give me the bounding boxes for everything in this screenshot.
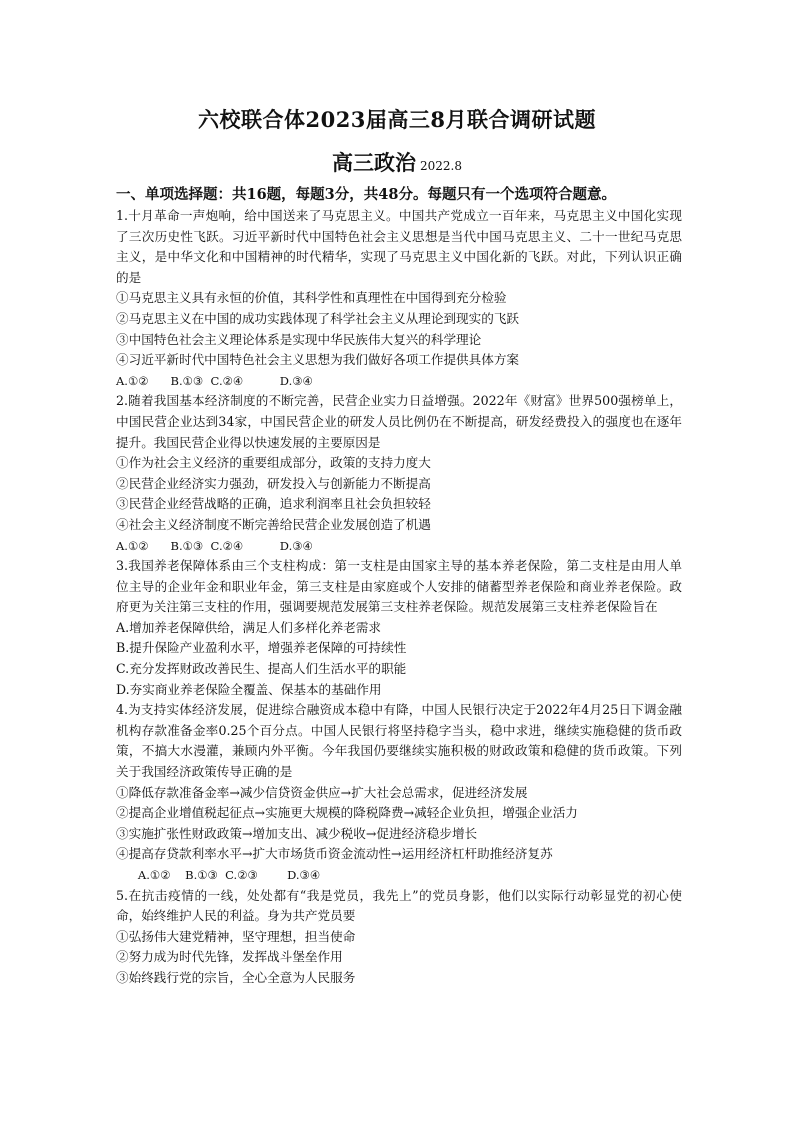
exam-date: 2022.8 (420, 159, 462, 173)
answer-choices: A.①② B.①③ C.②④ D.③④ (116, 538, 313, 553)
answer-choices: A.①② B.①③ C.②④ D.③④ (116, 373, 313, 388)
questions-body (116, 206, 682, 989)
question-option: C.充分发挥财政改善民生、提高人们生活水平的职能 (116, 661, 407, 677)
subject-label: 高三政治 (332, 150, 416, 175)
exam-title: 六校联合体2023届高三8月联合调研试题 (197, 107, 597, 132)
question-option: ②民营企业经济实力强劲，研发投入与创新能力不断提高 (116, 475, 431, 491)
question-option: ④习近平新时代中国特色社会主义思想为我们做好各项工作提供具体方案 (116, 352, 519, 368)
question-option: D.夯实商业养老保险全覆盖、保基本的基础作用 (116, 681, 382, 697)
question-stem: 3.我国养老保障体系由三个支柱构成：第一支柱是由国家主导的基本养老保险，第二支柱是由用人单位主导的企业年金和职业年金，第三支柱是由家庭或个人安排的储蓄型养老保险和商业养老保险。政府更为关注第三支柱的作用，强调要规范发展第三支柱养老保险。规范发展第三支柱养老保险旨在 (116, 558, 682, 615)
question-stem: 4.为支持实体经济发展，促进综合融资成本稳中有降，中国人民银行决定于2022年4月25日下调金融机构存款准备金率0.25个百分点。中国人民银行将坚持稳字当头，稳中求进，继续实施稳健的货币政策，不搞大水漫灌，兼顾内外平衡。今年我国仍要继续实施积极的财政政策和稳健的货币政策。下列关于我国经济政策传导正确的是 (116, 702, 682, 780)
exam-subtitle (0, 147, 794, 177)
answer-choices: A.①② B.①③ C.②③ D.③④ (116, 868, 321, 882)
section-heading: 一、单项选择题：共16题，每题3分，共48分。每题只有一个选项符合题意。 (116, 186, 616, 203)
question-option: ①马克思主义具有永恒的价值，其科学性和真理性在中国得到充分检验 (116, 290, 507, 306)
question-option: B.提升保险产业盈利水平，增强养老保障的可持续性 (116, 640, 407, 656)
question-option: ③实施扩张性财政政策→增加支出、减少税收→促进经济稳步增长 (116, 825, 478, 841)
question-option: ②马克思主义在中国的成功实践体现了科学社会主义从理论到现实的飞跃 (116, 310, 519, 326)
question-stem: 1.十月革命一声炮响，给中国送来了马克思主义。中国共产党成立一百年来，马克思主义中国化实现了三次历史性飞跃。习近平新时代中国特色社会主义思想是当代中国马克思主义、二十一世纪马克思主义，是中华文化和中国精神的时代精华，实现了马克思主义中国化新的飞跃。对此，下列认识正确的是 (116, 208, 682, 285)
question-stem: 2.随着我国基本经济制度的不断完善，民营企业实力日益增强。2022年《财富》世界500强榜单上，中国民营企业达到34家，中国民营企业的研发人员比例仍在不断提高，研发经费投入的强度也在逐年提升。我国民营企业得以快速发展的主要原因是 (116, 393, 682, 450)
question-option: ④提高存贷款利率水平→扩大市场货币资金流动性→运用经济杠杆助推经济复苏 (116, 846, 553, 862)
question-option: A.增加养老保障供给，满足人们多样化养老需求 (116, 619, 381, 635)
question-option: ③民营企业经营战略的正确，追求利润率且社会负担较轻 (116, 496, 431, 512)
question-option: ②努力成为时代先锋，发挥战斗堡垒作用 (116, 949, 343, 965)
question-option: ③中国特色社会主义理论体系是实现中华民族伟大复兴的科学理论 (116, 331, 482, 347)
question-option: ①弘扬伟大建党精神，坚守理想，担当使命 (116, 928, 356, 944)
question-option: ④社会主义经济制度不断完善给民营企业发展创造了机遇 (116, 516, 431, 532)
question-option: ①降低存款准备金率→减少信贷资金供应→扩大社会总需求，促进经济发展 (116, 784, 528, 800)
question-option: ③始终践行党的宗旨，全心全意为人民服务 (116, 969, 356, 985)
question-option: ①作为社会主义经济的重要组成部分，政策的支持力度大 (116, 455, 431, 471)
question-stem: 5.在抗击疫情的一线，处处都有“我是党员，我先上”的党员身影，他们以实际行动彰显党的初心使命，始终维护人民的利益。身为共产党员要 (116, 887, 682, 924)
question-option: ②提高企业增值税起征点→实施更大规模的降税降费→减轻企业负担，增强企业活力 (116, 805, 578, 821)
